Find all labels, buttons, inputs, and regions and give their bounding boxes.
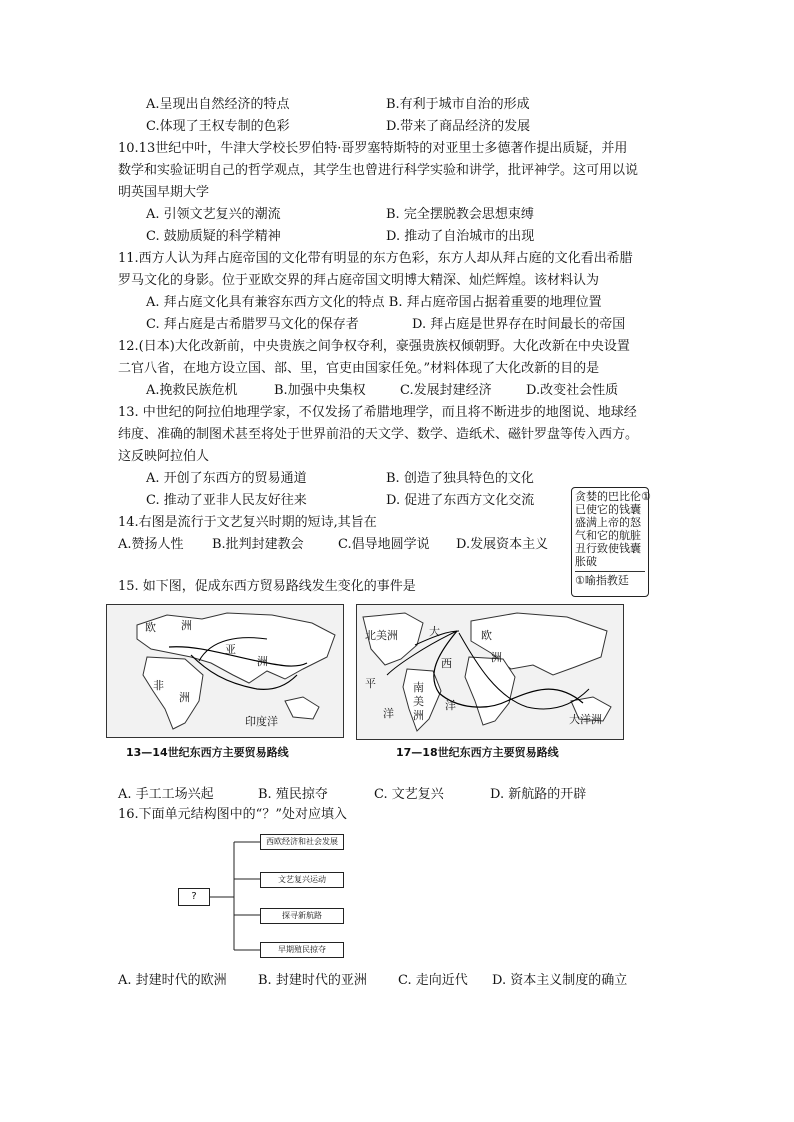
q12-option-d: D.改变社会性质 bbox=[526, 383, 619, 398]
map1-label-indian-ocean: 印度洋 bbox=[245, 715, 278, 728]
q16-option-d: D. 资本主义制度的确立 bbox=[492, 973, 628, 988]
poem-line: 丑行致使钱囊 bbox=[575, 542, 641, 555]
map2-label-europe2: 洲 bbox=[491, 651, 502, 664]
map1-label-africa: 非 bbox=[153, 679, 164, 692]
q14-stem: 14.右图是流行于文艺复兴时期的短诗,其旨在 bbox=[118, 515, 377, 530]
q14-option-c: C.倡导地圆学说 bbox=[338, 537, 430, 552]
map2-label-south-america1: 南 bbox=[413, 681, 424, 694]
q10-stem-3: 明英国早期大学 bbox=[118, 185, 210, 200]
diagram-node-colonial: 早期殖民掠夺 bbox=[260, 942, 344, 958]
map1-caption: 13—14世纪东西方主要贸易路线 bbox=[126, 746, 289, 759]
poem-line: 盛满上帝的怒 bbox=[575, 516, 641, 529]
map2-label-south-america3: 洲 bbox=[413, 709, 424, 722]
q10-stem-2: 数学和实验证明自己的哲学观点，其学生也曾进行科学实验和讲学，批评神学。这可用以说 bbox=[118, 163, 639, 178]
q11-option-c: C. 拜占庭是古希腊罗马文化的保存者 bbox=[146, 317, 359, 332]
map2-label-oceania: 大洋洲 bbox=[569, 713, 602, 726]
map2-label-europe: 欧 bbox=[481, 629, 492, 642]
q13-option-b: B. 创造了独具特色的文化 bbox=[386, 471, 534, 486]
q15-option-d: D. 新航路的开辟 bbox=[490, 787, 587, 802]
q16-option-b: B. 封建时代的亚洲 bbox=[258, 973, 367, 988]
diagram-node-new-routes: 探寻新航路 bbox=[260, 908, 344, 924]
map2-label-north-america: 北美洲 bbox=[365, 629, 398, 642]
q11-stem-2: 罗马文化的身影。位于亚欧交界的拜占庭帝国文明博大精深、灿烂辉煌。该材料认为 bbox=[118, 273, 600, 288]
q13-stem-1: 13. 中世纪的阿拉伯地理学家，不仅发扬了希腊地理学，而且将不断进步的地图说、地球经 bbox=[118, 405, 637, 420]
q13-stem-2: 纬度、准确的制图术甚至将处于世界前沿的天文学、数学、造纸术、磁针罗盘等传入西方。 bbox=[118, 427, 639, 442]
map1-label-asia: 亚 bbox=[225, 643, 236, 656]
q9-option-b: B.有利于城市自治的形成 bbox=[386, 97, 530, 112]
q13-option-d: D. 促进了东西方文化交流 bbox=[386, 493, 535, 508]
map2-label-atlantic3: 洋 bbox=[445, 699, 456, 712]
q10-option-a: A. 引领文艺复兴的潮流 bbox=[146, 207, 281, 222]
map2-label-atlantic2: 西 bbox=[441, 657, 452, 670]
poem-line: 气和它的航脏 bbox=[575, 529, 641, 542]
poem-line: 已使它的钱囊 bbox=[575, 503, 641, 516]
poem-footnote: ①喻指教廷 bbox=[575, 574, 629, 587]
diagram-root-question: ? bbox=[178, 888, 210, 906]
q11-option-d: D. 拜占庭是世界存在时间最长的帝国 bbox=[412, 317, 626, 332]
q15-option-c: C. 文艺复兴 bbox=[374, 787, 444, 802]
map2-label-south-america2: 美 bbox=[413, 695, 424, 708]
q16-stem: 16.下面单元结构图中的“？”处对应填入 bbox=[118, 807, 347, 822]
q12-option-c: C.发展封建经济 bbox=[400, 383, 492, 398]
q12-option-a: A.挽救民族危机 bbox=[146, 383, 238, 398]
q15-stem: 15. 如下图，促成东西方贸易路线发生变化的事件是 bbox=[118, 579, 416, 594]
diagram-node-renaissance: 文艺复兴运动 bbox=[260, 872, 344, 888]
diagram-node-western-europe: 西欧经济和社会发展 bbox=[260, 834, 344, 850]
poem-line: 贪婪的巴比伦① bbox=[575, 490, 651, 503]
poem-line: 胀破 bbox=[575, 555, 597, 568]
map1-label-europe: 欧 bbox=[145, 621, 156, 634]
q12-option-b: B.加强中央集权 bbox=[274, 383, 366, 398]
map2-caption: 17—18世纪东西方主要贸易路线 bbox=[396, 746, 559, 759]
q16-option-c: C. 走向近代 bbox=[398, 973, 468, 988]
map2-label-pacific2: 洋 bbox=[383, 707, 394, 720]
q14-option-d: D.发展资本主义 bbox=[456, 537, 549, 552]
map1-label-asia2: 洲 bbox=[257, 655, 268, 668]
map2-label-pacific1: 平 bbox=[365, 677, 376, 690]
q11-stem-1: 11.西方人认为拜占庭帝国的文化带有明显的东方色彩，东方人却从拜占庭的文化看出希腊 bbox=[118, 251, 633, 266]
map2-label-atlantic1: 大 bbox=[429, 625, 440, 638]
q13-option-c: C. 推动了亚非人民友好往来 bbox=[146, 493, 307, 508]
q14-option-b: B.批判封建教会 bbox=[212, 537, 304, 552]
q9-option-a: A.呈现出自然经济的特点 bbox=[146, 97, 290, 112]
q13-option-a: A. 开创了东西方的贸易通道 bbox=[146, 471, 307, 486]
q16-option-a: A. 封建时代的欧洲 bbox=[118, 973, 227, 988]
q15-option-b: B. 殖民掠夺 bbox=[258, 787, 328, 802]
q11-options-ab: A. 拜占庭文化具有兼容东西方文化的特点 B. 拜占庭帝国占据着重要的地理位置 bbox=[146, 295, 602, 310]
map1-label-africa2: 洲 bbox=[179, 691, 190, 704]
q10-option-b: B. 完全摆脱教会思想束缚 bbox=[386, 207, 534, 222]
q10-stem-1: 10.13世纪中叶，牛津大学校长罗伯特·哥罗塞特斯特的对亚里士多德著作提出质疑，并用 bbox=[118, 141, 628, 156]
q10-option-c: C. 鼓励质疑的科学精神 bbox=[146, 229, 281, 244]
q12-stem-1: 12.(日本)大化改新前，中央贵族之间争权夺利，豪强贵族权倾朝野。大化改新在中央设置 bbox=[118, 339, 630, 354]
map1-label-europe2: 洲 bbox=[181, 619, 192, 632]
q14-option-a: A.赞扬人性 bbox=[118, 537, 184, 552]
q12-stem-2: 二官八省，在地方设立国、部、里，官吏由国家任免。”材料体现了大化改新的目的是 bbox=[118, 361, 600, 376]
q10-option-d: D. 推动了自治城市的出现 bbox=[386, 229, 535, 244]
q9-option-c: C.体现了王权专制的色彩 bbox=[146, 119, 290, 134]
q9-option-d: D.带来了商品经济的发展 bbox=[386, 119, 531, 134]
q15-option-a: A. 手工工场兴起 bbox=[118, 787, 214, 802]
q13-stem-3: 这反映阿拉伯人 bbox=[118, 449, 210, 464]
